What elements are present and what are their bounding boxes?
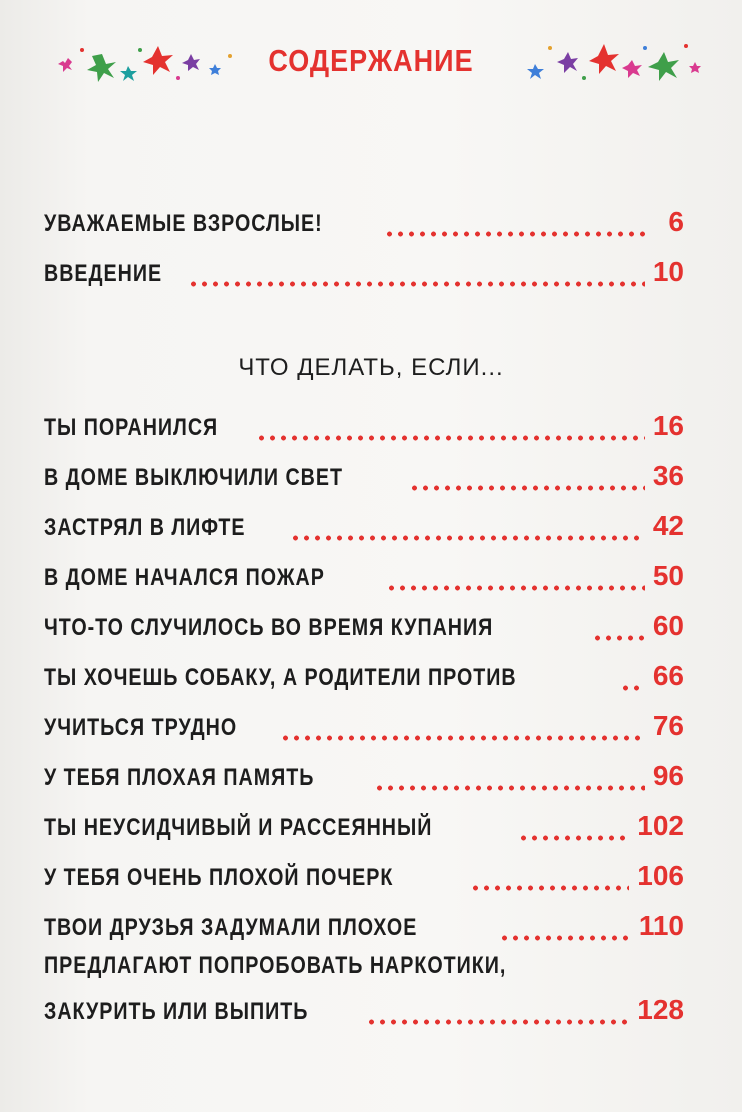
toc-entry-label-line2: ЗАКУРИТЬ ИЛИ ВЫПИТЬ [44,998,309,1025]
toc-entry[interactable] [44,892,684,942]
toc-entry[interactable] [44,592,684,642]
toc-entry[interactable] [44,392,684,442]
dot-leader [620,664,645,692]
toc-entry-page: 42 [652,510,684,541]
toc-entry[interactable] [44,492,684,542]
toc-entry-label: ТЫ ХОЧЕШЬ СОБАКУ, А РОДИТЕЛИ ПРОТИВ [44,664,517,691]
page-header [0,38,742,88]
toc-entry-label: ВВЕДЕНИЕ [44,260,163,287]
toc-entry-page: 96 [652,760,684,791]
toc-entry-label-line1: ПРЕДЛАГАЮТ ПОПРОБОВАТЬ НАРКОТИКИ, [44,952,507,979]
dot-leader [518,814,630,842]
table-of-contents-section [44,392,684,1026]
toc-entry-page: 66 [652,660,684,691]
toc-entry[interactable] [44,742,684,792]
toc-entry-page: 102 [637,810,684,841]
toc-entry-label: В ДОМЕ ВЫКЛЮЧИЛИ СВЕТ [44,464,343,491]
toc-entry-label: ТВОИ ДРУЗЬЯ ЗАДУМАЛИ ПЛОХОЕ [44,914,418,941]
decorative-stars-right-icon [520,38,710,88]
dot-leader [470,864,629,892]
dot-leader [290,514,645,542]
toc-entry-label: ТЫ НЕУСИДЧИВЫЙ И РАССЕЯННЫЙ [44,814,433,841]
toc-entry-page: 6 [668,206,684,237]
toc-entry-page: 128 [637,994,684,1025]
toc-entry-page: 50 [652,560,684,591]
toc-entry[interactable] [44,642,684,692]
toc-entry-label: УВАЖАЕМЫЕ ВЗРОСЛЫЕ! [44,210,323,237]
toc-entry-label: ТЫ ПОРАНИЛСЯ [44,414,219,441]
section-heading: ЧТО ДЕЛАТЬ, ЕСЛИ... [238,354,504,381]
toc-entry-label: В ДОМЕ НАЧАЛСЯ ПОЖАР [44,564,325,591]
dot-leader [384,210,648,238]
toc-entry-page: 76 [652,710,684,741]
toc-entry[interactable] [44,188,684,238]
toc-entry[interactable] [44,442,684,492]
toc-entry[interactable] [44,842,684,892]
toc-entry-page: 10 [652,256,684,287]
dot-leader [499,914,631,942]
dot-leader [280,714,645,742]
toc-entry[interactable] [44,692,684,742]
dot-leader [592,614,645,642]
toc-entry[interactable] [44,792,684,842]
dot-leader [188,260,645,288]
dot-leader [409,464,645,492]
dot-leader [256,414,644,442]
toc-entry-multiline[interactable] [44,942,684,1026]
dot-leader [366,998,629,1026]
toc-entry-page: 106 [637,860,684,891]
table-of-contents [44,188,684,288]
toc-entry-page: 16 [652,410,684,441]
toc-entry-page: 110 [638,910,684,941]
toc-entry-label: У ТЕБЯ ПЛОХАЯ ПАМЯТЬ [44,764,315,791]
toc-entry-label: ЧТО-ТО СЛУЧИЛОСЬ ВО ВРЕМЯ КУПАНИЯ [44,614,494,641]
toc-entry[interactable] [44,542,684,592]
page-title: СОДЕРЖАНИЕ [268,44,474,78]
dot-leader [386,564,644,592]
toc-entry-label: У ТЕБЯ ОЧЕНЬ ПЛОХОЙ ПОЧЕРК [44,864,394,891]
dot-leader [374,764,645,792]
toc-entry-page: 36 [652,460,684,491]
toc-entry-page: 60 [652,610,684,641]
toc-entry-label: УЧИТЬСЯ ТРУДНО [44,714,238,741]
toc-entry-label: ЗАСТРЯЛ В ЛИФТЕ [44,514,246,541]
toc-entry[interactable] [44,238,684,288]
